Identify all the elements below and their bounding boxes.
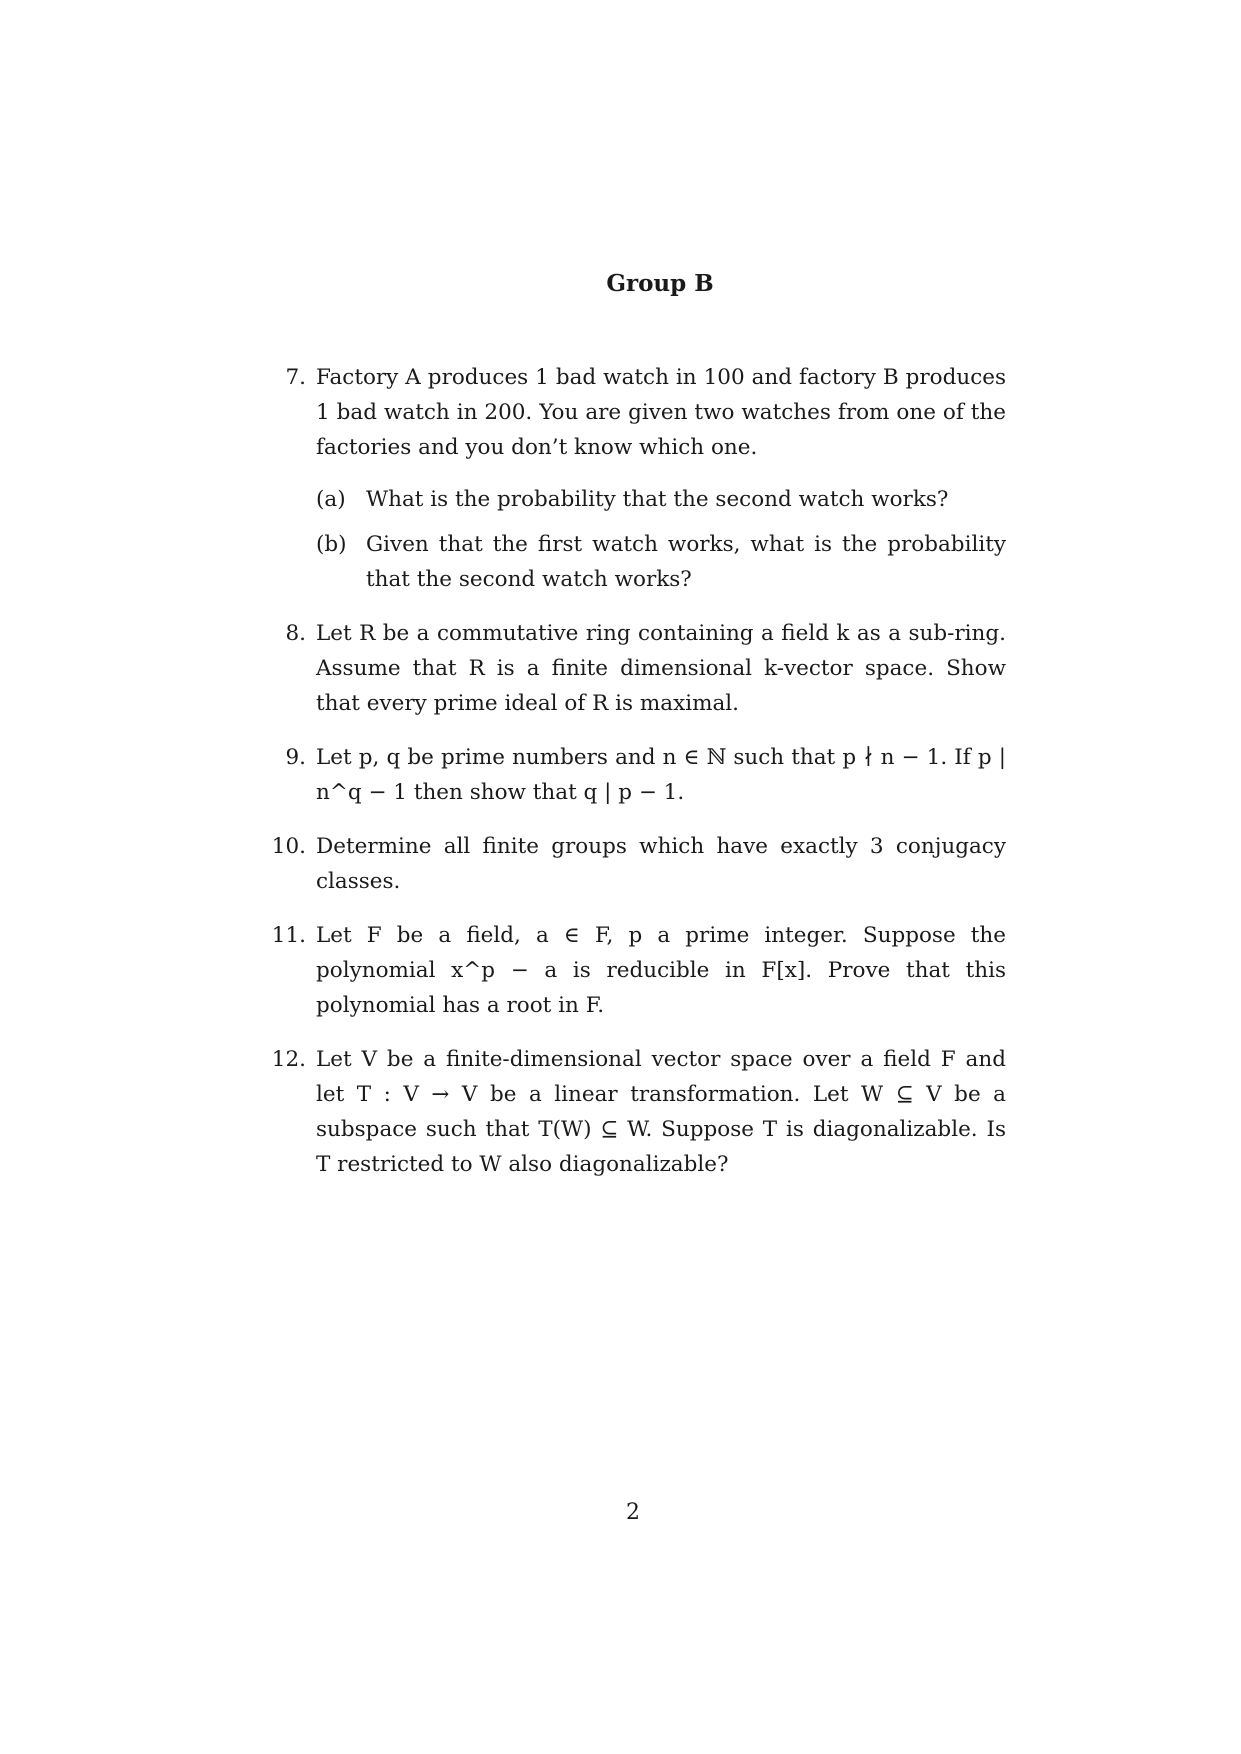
problem-number: 10. (271, 834, 306, 859)
sub-question-label: (b) (316, 532, 347, 557)
sub-question-label: (a) (316, 487, 346, 512)
sub-question-a (316, 482, 1006, 517)
problem-number: 12. (271, 1047, 306, 1072)
problem-11 (271, 918, 1006, 1023)
problem-text: Let V be a finite-dimensional vector space over a field F and let T : V → V be a linear transformation. Let W ⊆ V be a subspace such that T(W) ⊆ W. Suppose T is diagonalizable. Is T restricted to W also diagonalizable? (316, 1047, 1006, 1177)
problem-7 (285, 360, 1006, 597)
problem-9 (285, 740, 1006, 810)
problem-8 (285, 616, 1006, 721)
problem-text: Factory A produces 1 bad watch in 100 and factory B produces 1 bad watch in 200. You are given two watches from one of the factories and you don’t know which one. (316, 365, 1006, 460)
problem-list (271, 360, 1006, 1201)
problem-10 (271, 829, 1006, 899)
problem-text: Determine all finite groups which have exactly 3 conjugacy classes. (316, 834, 1006, 894)
page-number: 2 (626, 1500, 640, 1525)
sub-question-b (316, 527, 1006, 597)
problem-number: 9. (285, 745, 306, 770)
problem-text: Let F be a field, a ∈ F, p a prime integer. Suppose the polynomial x^p − a is reducible in F[x]. Prove that this polynomial has a root in F. (316, 923, 1006, 1018)
problem-number: 11. (271, 923, 306, 948)
sub-question-text: What is the probability that the second watch works? (366, 487, 949, 512)
problem-number: 7. (285, 365, 306, 390)
problem-text: Let R be a commutative ring containing a field k as a sub-ring. Assume that R is a finite dimensional k-vector space. Show that every prime ideal of R is maximal. (316, 621, 1006, 716)
problem-text: Let p, q be prime numbers and n ∈ ℕ such that p ∤ n − 1. If p | n^q − 1 then show that q | p − 1. (316, 745, 1006, 805)
sub-question-list (316, 482, 1006, 597)
section-heading: Group B (606, 270, 714, 297)
sub-question-text: Given that the first watch works, what is the probability that the second watch works? (366, 532, 1006, 592)
problem-number: 8. (285, 621, 306, 646)
problem-12 (271, 1042, 1006, 1182)
